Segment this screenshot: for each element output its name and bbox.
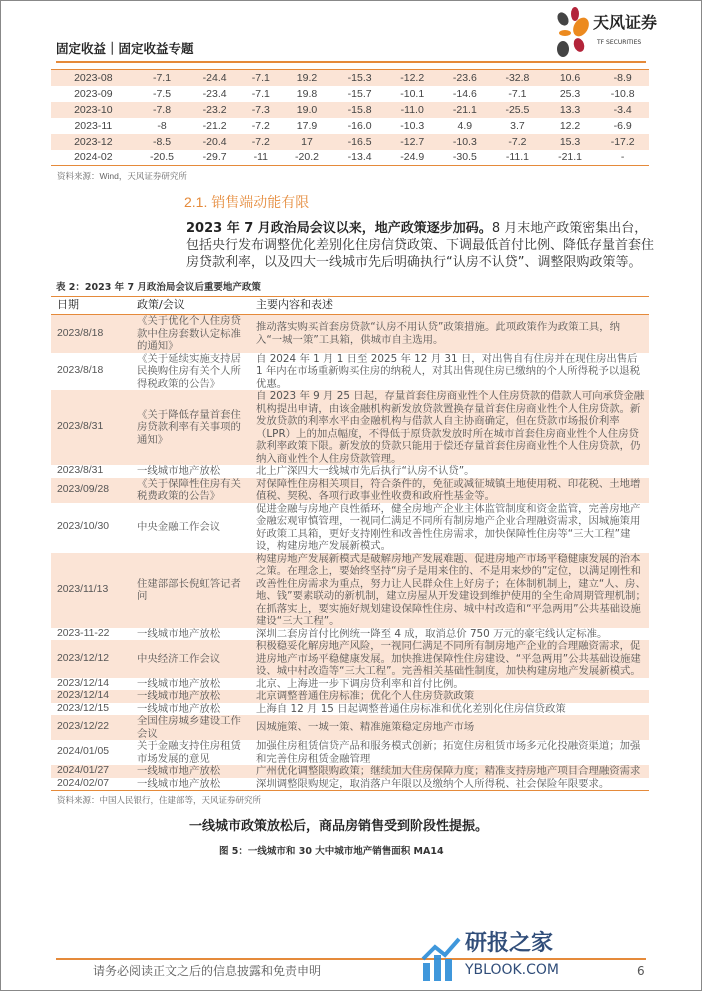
policy-date: 2023/12/15 (57, 702, 110, 714)
table-cell: -24.9 (400, 151, 425, 164)
policy-content: 因城施策、一城一策、精准施策稳定房地产市场 (256, 721, 475, 734)
table2-source: 资料来源：中国人民银行，住建部等，天风证券研究所 (57, 795, 262, 805)
col-header-policy: 政策/会议 (131, 297, 250, 315)
table-cell: -12.2 (400, 71, 425, 84)
table-cell: -14.6 (452, 87, 477, 100)
table-cell: -21.1 (452, 103, 477, 116)
table-cell: -30.5 (452, 151, 477, 164)
row-date: 2023-08 (74, 71, 113, 84)
table-cell: -7.2 (251, 135, 270, 148)
policy-name: 中央经济工作会议 (137, 652, 221, 665)
table-row (51, 86, 649, 102)
watermark-cn: 研报之家 (465, 931, 554, 956)
policy-content: 深圳调整限购规定，取消落户年限以及缴纳个人所得税、社会保险年限要求。 (256, 777, 610, 790)
policy-name: 《关于延续实施支持居民换购住房有关个人所得税政策的公告》 (137, 352, 241, 390)
table-cell: -13.4 (347, 151, 372, 164)
table-cell: -8.5 (152, 135, 172, 148)
policy-content: 推动落实购买首套房贷款“认房不用认贷”政策措施。此项政策作为政策工具，纳入“一城一策”工具箱，供城市自主选用。 (256, 321, 621, 346)
policy-date: 2023/12/22 (57, 721, 110, 733)
data-table-top (51, 69, 649, 166)
header-title: 固定收益｜固定收益专题 (56, 41, 194, 56)
policy-date: 2024/01/05 (57, 746, 110, 758)
policy-name: 《关于保障性住房有关税费政策的公告》 (137, 477, 241, 502)
table-row (51, 134, 649, 150)
policy-name: 《关于优化个人住房贷款中住房套数认定标准的通知》 (137, 315, 241, 352)
table-row (51, 740, 649, 765)
policy-name: 一线城市地产放松 (137, 465, 221, 477)
table-row (51, 778, 649, 791)
table-cell: -15.3 (347, 71, 372, 84)
policy-date: 2023/12/12 (57, 652, 110, 664)
table-cell: 3.7 (510, 119, 525, 132)
table-row (51, 690, 649, 703)
key-sentence: 一线城市政策放松后，商品房销售受到阶段性提振。 (189, 819, 489, 834)
table-cell: -29.7 (202, 151, 227, 164)
table-cell: -17.2 (610, 135, 635, 148)
table-cell: -32.8 (505, 71, 530, 84)
footer-disclaimer: 请务必阅读正文之后的信息披露和免责申明 (93, 964, 322, 978)
policy-content: 深圳二套房首付比例统一降至 4 成，取消总价 750 万元的豪宅线认定标准。 (256, 627, 608, 640)
logo-flower-icon (549, 5, 593, 59)
table-row (51, 765, 649, 778)
policy-table (51, 296, 649, 791)
table-cell: -10.1 (400, 87, 425, 100)
watermark-en: YBLOOK.COM (465, 962, 560, 978)
table-row (51, 703, 649, 716)
table-cell: -10.3 (452, 135, 477, 148)
col-header-content: 主要内容和表述 (250, 297, 649, 315)
table-cell: -11.0 (400, 103, 424, 116)
row-date: 2023-10 (74, 103, 113, 116)
paragraph-body: 8 月末地产政策密集出台，包括央行发布调整优化差别化住房信贷政策、下调最低首付比例、降低存量首套住房贷款利率，以及四大一线城市先后明确执行“认房不认贷”、调整限购政策等。 (186, 221, 655, 270)
table-cell: -20.2 (295, 151, 319, 164)
table-cell: 13.3 (559, 103, 581, 116)
policy-content: 构建房地产发展新模式是破解房地产发展难题、促进房地产市场平稳健康发展的治本之策。在理念上，要始终坚持“房子是用来住的、不是用来炒的”定位，以满足刚性和改善性住房需求为重点，努力让人民群众住上好房子；在体制机制上，建立“人、房、地、钱”要素联动的新机制，建立房屋从开发建设到维护使用的全生命周期管理机制；在抓落实上，要实施好规划建设保障性住房、城中村改造和“平急两用”公共基础设施建设“三大工程”。 (256, 552, 646, 627)
section-heading: 2.1. 销售端动能有限 (184, 194, 310, 210)
watermark (421, 931, 591, 987)
table-row (51, 70, 649, 86)
policy-content: 加强住房租赁信贷产品和服务模式创新；拓宽住房租赁市场多元化投融资渠道；加强和完善住房租赁金融管理 (256, 740, 641, 765)
table-cell: -10.8 (610, 87, 635, 100)
table-cell: -15.7 (347, 87, 372, 100)
table-cell: 19.8 (296, 87, 318, 100)
policy-content: 广州优化调整限购政策；继续加大住房保障力度；精准支持房地产项目合理融资需求 (256, 765, 641, 777)
table-cell: -11.1 (505, 151, 530, 164)
table-cell: 4.9 (457, 119, 473, 132)
row-date: 2023-12 (74, 135, 113, 148)
policy-name: 住建部部长倪虹答记者问 (137, 577, 241, 602)
table-cell: -11 (253, 151, 269, 164)
policy-name: 一线城市地产放松 (137, 765, 221, 777)
table-cell: 12.2 (559, 119, 581, 132)
table-cell: -15.8 (347, 103, 372, 116)
policy-date: 2023/8/31 (57, 421, 104, 433)
table-cell: -7.1 (152, 71, 172, 84)
paragraph-lead: 2023 年 7 月政治局会议以来，地产政策逐步加码。 (186, 221, 492, 236)
table-cell: -6.9 (613, 119, 632, 132)
row-date: 2023-11 (74, 119, 113, 132)
col-header-date: 日期 (51, 297, 131, 315)
policy-name: 《关于降低存量首套住房贷款利率有关事项的通知》 (137, 408, 241, 446)
policy-date: 2023/10/30 (57, 521, 110, 533)
policy-date: 2023/8/18 (57, 365, 104, 376)
table-row (51, 315, 649, 353)
header-divider (56, 61, 646, 63)
table-cell: -21.1 (558, 151, 583, 164)
policy-date: 2023/11/13 (57, 583, 109, 595)
table-row (51, 150, 649, 166)
table-cell: 17 (301, 135, 313, 148)
policy-date: 2024/01/27 (57, 765, 110, 776)
table-row (51, 715, 649, 740)
table-cell: -7.1 (251, 71, 270, 84)
page-number: 6 (637, 964, 645, 978)
policy-content: 北京、上海进一步下调房贷利率和首付比例。 (256, 677, 464, 690)
policy-name: 中央金融工作会议 (137, 521, 221, 534)
table-cell: -23.6 (452, 71, 477, 84)
policy-name: 关于金融支持住房租赁市场发展的意见 (137, 740, 241, 765)
row-date: 2023-09 (74, 87, 113, 100)
policy-date: 2023/09/28 (57, 483, 110, 495)
policy-content: 促进金融与房地产良性循环，健全房地产企业主体监管制度和资金监管，完善房地产金融宏观审慎管理，一视同仁满足不同所有制房地产企业合理融资需求，因城施策用好政策工具箱，更好支持刚性和改善性住房需求，加快保障性住房等“三大工程”建设，构建房地产发展新模式。 (256, 502, 641, 552)
table-cell: -10.3 (400, 119, 425, 132)
table-cell: -25.5 (505, 103, 530, 116)
table-cell: 25.3 (559, 87, 581, 100)
policy-name: 一线城市地产放松 (137, 690, 221, 702)
policy-name: 一线城市地产放松 (137, 627, 221, 640)
table-cell: 10.6 (559, 71, 581, 84)
table-row (51, 465, 649, 478)
table-row (51, 102, 649, 118)
policy-content: 北上广深四大一线城市先后执行“认房不认贷”。 (256, 465, 475, 477)
policy-date: 2023/8/31 (57, 465, 104, 476)
table2-caption: 表 2：2023 年 7 月政治局会议后重要地产政策 (56, 282, 261, 293)
policy-name: 一线城市地产放松 (137, 702, 221, 715)
policy-name: 全国住房城乡建设工作会议 (137, 715, 241, 740)
policy-content: 上海自 12 月 15 日起调整普通住房标准和优化差别化住房信贷政策 (256, 702, 566, 715)
policy-date: 2023/8/18 (57, 327, 104, 339)
table-cell: -7.3 (251, 103, 270, 116)
table-row (51, 640, 649, 678)
table1-source: 资料来源：Wind，天风证券研究所 (57, 171, 187, 181)
policy-content: 北京调整普通住房标准；优化个人住房贷款政策 (256, 690, 475, 702)
table-row (51, 553, 649, 628)
table-row (51, 118, 649, 134)
table-row (51, 628, 649, 641)
table-cell: -7.2 (251, 119, 270, 132)
policy-content: 自 2023 年 9 月 25 日起，存量首套住房商业性个人住房贷款的借款人可向承贷金融机构提出申请，由该金融机构新发放贷款置换存量首套住房商业性个人住房贷款。新发放贷款的利率水平由金融机构与借款人自主协商确定，但在贷款市场报价利率（LPR）上的加点幅度，不得低于原贷款发放时所在城市首套住房商业性个人住房贷款利率政策下限。新发放的贷款只能用于偿还存量首套住房商业性个人住房贷款，仍纳入商业性个人住房贷款管理。 (256, 390, 645, 465)
section-paragraph (186, 220, 656, 271)
table-cell: -20.4 (202, 135, 227, 148)
table-cell: -21.2 (202, 119, 227, 132)
policy-date: 2023/12/14 (57, 677, 110, 689)
policy-name: 一线城市地产放松 (137, 677, 221, 690)
watermark-chart-icon (421, 937, 461, 981)
table-cell: 19.2 (296, 71, 318, 84)
table-cell: -16.0 (347, 119, 372, 132)
table-cell: -23.4 (202, 87, 227, 100)
table-cell: -12.7 (400, 135, 425, 148)
table-row (51, 478, 649, 503)
table-row (51, 678, 649, 691)
table-row (51, 353, 649, 391)
table-cell: -24.4 (202, 71, 227, 84)
table-cell: 15.3 (559, 135, 581, 148)
table-cell: 19.0 (296, 103, 318, 116)
policy-name: 一线城市地产放松 (137, 777, 221, 790)
policy-date: 2024/02/07 (57, 777, 110, 789)
row-date: 2024-02 (74, 151, 113, 164)
table-cell: -7.2 (508, 135, 527, 148)
table-cell: -7.8 (152, 103, 172, 116)
policy-date: 2023/12/14 (57, 690, 110, 701)
table-cell: -7.1 (508, 87, 527, 100)
table-cell: -7.1 (251, 87, 270, 100)
table2-section (51, 281, 649, 858)
table-cell: -23.2 (202, 103, 227, 116)
table-cell: -8 (157, 119, 167, 132)
policy-content: 积极稳妥化解房地产风险，一视同仁满足不同所有制房地产企业的合理融资需求，促进房地产市场平稳健康发展。加快推进保障性住房建设、“平急两用”公共基础设施建设、城中村改造等“三大工程”。完善相关基础性制度，加快构建房地产发展新模式。 (256, 640, 641, 677)
table-cell: -3.4 (613, 103, 632, 116)
policy-content: 对保障性住房相关项目，符合条件的，免征或减征城镇土地使用税、印花税、土地增值税、契税、各项行政事业性收费和政府性基金等。 (256, 477, 641, 502)
table-cell: -8.9 (613, 71, 632, 84)
company-logo: 天风证券 TF SECURITIES (549, 5, 649, 59)
table-cell: -7.5 (152, 87, 172, 100)
figure-caption: 图 5：一线城市和 30 大中城市地产销售面积 MA14 (219, 846, 444, 857)
table-cell: 17.9 (296, 119, 318, 132)
table-row (51, 503, 649, 553)
table-cell: - (620, 151, 625, 164)
policy-date: 2023-11-22 (57, 627, 110, 639)
policy-content: 自 2024 年 1 月 1 日至 2025 年 12 月 31 日，对出售自有住房并在现住房出售后 1 年内在市场重新购买住房的纳税人，对其出售现住房已缴纳的个人所得税予以退税优惠。 (256, 352, 640, 390)
table-row (51, 390, 649, 465)
table-cell: -16.5 (347, 135, 372, 148)
table-cell: -20.5 (150, 151, 174, 164)
